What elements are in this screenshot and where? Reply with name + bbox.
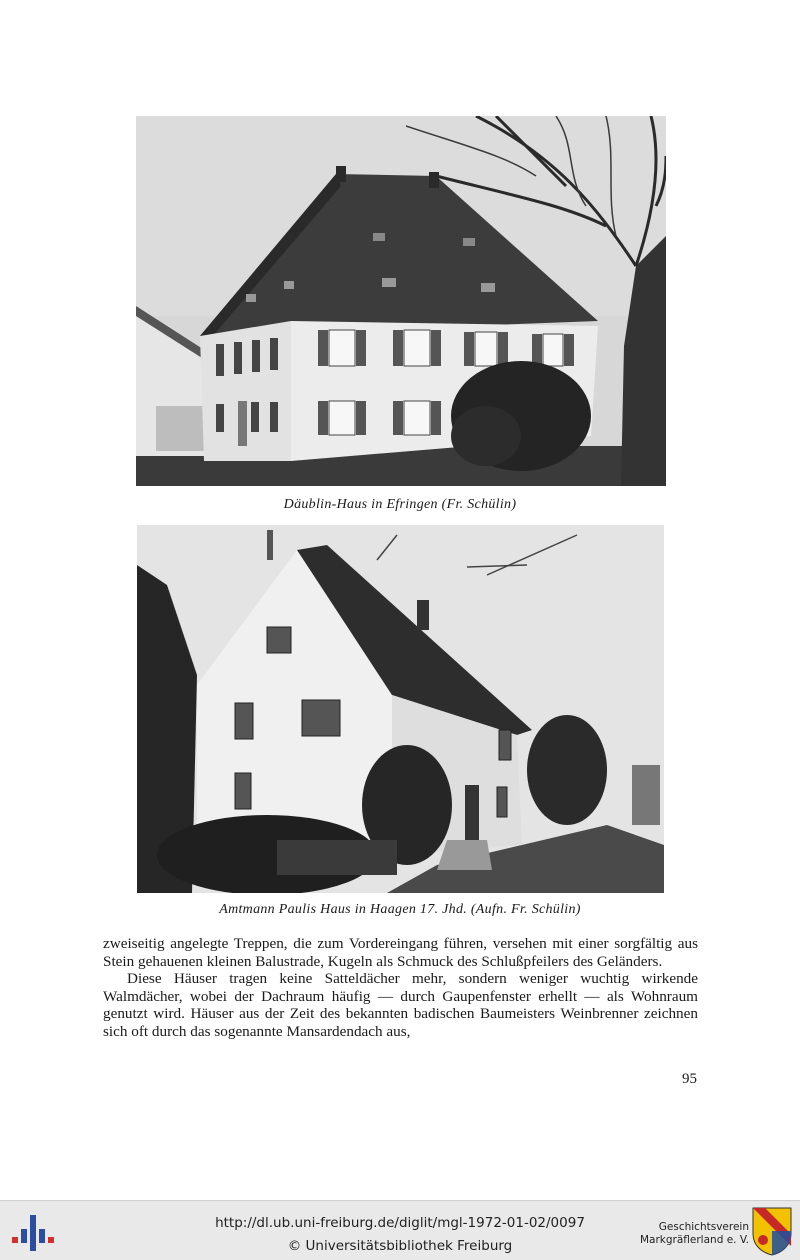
photo-amtmann-paulis-haus xyxy=(137,525,664,893)
body-text xyxy=(103,935,698,1041)
document-url-link[interactable]: http://dl.ub.uni-freiburg.de/diglit/mgl-1972-01-02/0097 xyxy=(215,1215,585,1231)
photo-daeublin-haus xyxy=(136,116,666,486)
society-name-line-1: Geschichtsverein xyxy=(658,1221,749,1233)
footer-bar xyxy=(0,1200,800,1260)
society-name xyxy=(617,1221,749,1247)
page-number: 95 xyxy=(682,1071,697,1087)
photo-caption-2: Amtmann Paulis Haus in Haagen 17. Jhd. (Aufn. Fr. Schülin) xyxy=(219,902,581,917)
copyright-notice: © Universitätsbibliothek Freiburg xyxy=(287,1238,513,1254)
ub-freiburg-logo-icon[interactable] xyxy=(10,1209,54,1255)
coat-of-arms-icon xyxy=(751,1206,793,1256)
body-paragraph-1: zweiseitig angelegte Treppen, die zum Vordereingang führen, versehen mit einer sorgfältig aus Stein gehauenen kleinen Balustrade, Kugeln als Schmuck des Schlußpfeilers des Geländers. xyxy=(103,935,698,970)
society-name-line-2: Markgräflerland e. V. xyxy=(639,1234,749,1246)
body-paragraph-2: Diese Häuser tragen keine Satteldächer mehr, sondern weniger wuchtig wirkende Walmdächer, wobei der Dachraum häufig — durch Gaupenfenster erhellt — als Wohnraum genutzt wird. Häuser aus der Zeit des bekannten badischen Baumeisters Weinbrenner zeichnen sich oft durch das sogenannte Mansardendach aus, xyxy=(103,970,698,1040)
photo-caption-1: Däublin-Haus in Efringen (Fr. Schülin) xyxy=(283,497,517,512)
